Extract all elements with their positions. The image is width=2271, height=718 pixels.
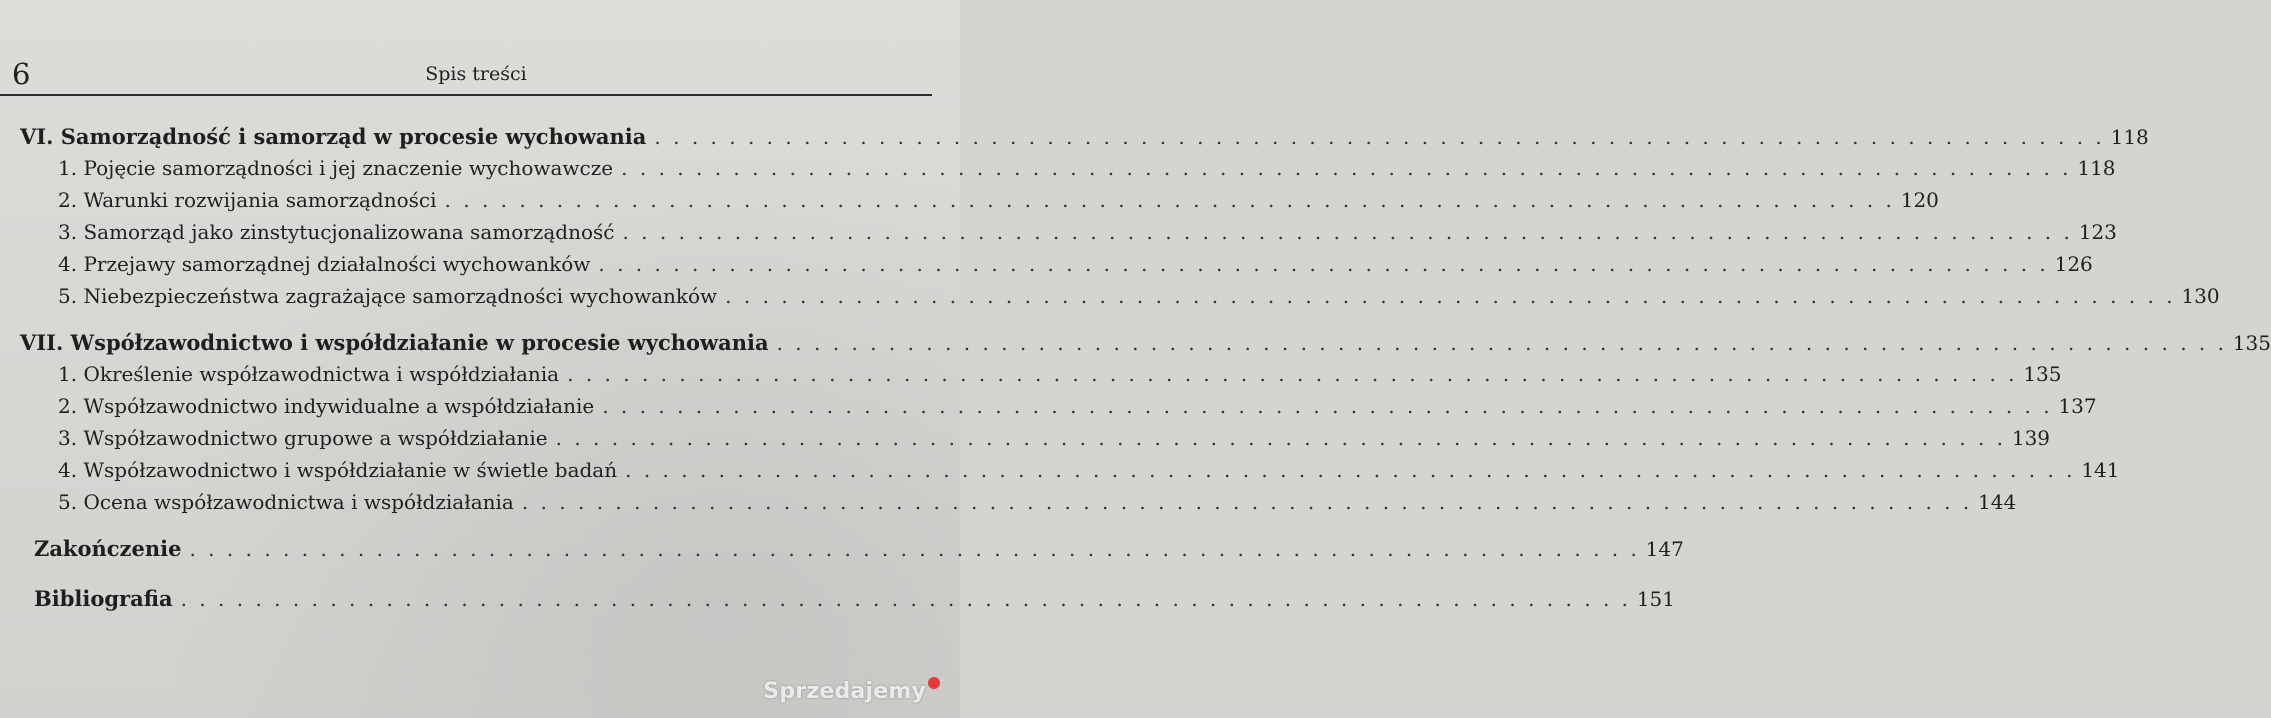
toc-entry-page: 147 — [1645, 537, 1684, 561]
toc-entry-page: 130 — [2181, 284, 2220, 308]
dot-leader: . . . . . . . . . . . . . . . . . . . . . . . . . . . . . . . . . . . . . . . . . . . . . . . . . . . . . . . . . . . . . . . . . . . . . . . . . . . . . . — [444, 188, 1895, 212]
toc-entry-label: 5. Ocena współzawodnictwa i współdziałania — [58, 490, 514, 514]
toc-entry-page: 135 — [2023, 362, 2062, 386]
toc-entry-page: 135 — [2232, 331, 2271, 355]
toc-entry-page: 118 — [2110, 125, 2149, 149]
toc-entry-label: 4. Przejawy samorządnej działalności wychowanków — [58, 252, 591, 276]
toc-entry-label: VII. Współzawodnictwo i współdziałanie w procesie wychowania — [20, 330, 769, 355]
watermark-logo — [763, 679, 940, 704]
toc-section-row — [58, 220, 2117, 250]
toc-entry-label: 3. Samorząd jako zinstytucjonalizowana samorządność — [58, 220, 615, 244]
toc-chapter-row — [34, 536, 1684, 566]
dot-leader: . . . . . . . . . . . . . . . . . . . . . . . . . . . . . . . . . . . . . . . . . . . . . . . . . . . . . . . . . . . . . . . . . . . . . . . . . . . . . . — [521, 490, 1973, 514]
toc-entry-page: 120 — [1900, 188, 1939, 212]
dot-leader: . . . . . . . . . . . . . . . . . . . . . . . . . . . . . . . . . . . . . . . . . . . . . . . . . . . . . . . . . . . . . . . . . . . . . . . . . . . . . . — [621, 156, 2072, 180]
toc-section-row — [58, 252, 2093, 282]
dot-leader: . . . . . . . . . . . . . . . . . . . . . . . . . . . . . . . . . . . . . . . . . . . . . . . . . . . . . . . . . . . . . . . . . . . . . . . . . . . . . . — [776, 331, 2227, 355]
toc-entry-label: Zakończenie — [34, 536, 182, 561]
dot-leader: . . . . . . . . . . . . . . . . . . . . . . . . . . . . . . . . . . . . . . . . . . . . . . . . . . . . . . . . . . . . . . . . . . . . . . . . . . . . . . — [180, 587, 1632, 611]
toc-entry-page: 139 — [2011, 426, 2051, 450]
dot-leader: . . . . . . . . . . . . . . . . . . . . . . . . . . . . . . . . . . . . . . . . . . . . . . . . . . . . . . . . . . . . . . . . . . . . . . . . . . . . . . — [189, 537, 1640, 561]
toc-section-row — [58, 394, 2097, 424]
toc-section-row — [58, 426, 2051, 456]
toc-section-row — [58, 188, 1939, 218]
toc-entry-label: 5. Niebezpieczeństwa zagrażające samorządności wychowanków — [58, 284, 718, 308]
toc-entry-page: 151 — [1636, 587, 1676, 611]
toc-entry-label: Bibliografia — [34, 586, 173, 611]
toc-entry-label: 1. Określenie współzawodnictwa i współdziałania — [58, 362, 560, 386]
toc-chapter-row — [34, 586, 1676, 616]
dot-leader: . . . . . . . . . . . . . . . . . . . . . . . . . . . . . . . . . . . . . . . . . . . . . . . . . . . . . . . . . . . . . . . . . . . . . . . . . . . . . . — [567, 362, 2018, 386]
dot-leader: . . . . . . . . . . . . . . . . . . . . . . . . . . . . . . . . . . . . . . . . . . . . . . . . . . . . . . . . . . . . . . . . . . . . . . . . . . . . . . — [602, 394, 2053, 418]
toc-entry-label: 1. Pojęcie samorządności i jej znaczenie wychowawcze — [58, 156, 614, 180]
dot-leader: . . . . . . . . . . . . . . . . . . . . . . . . . . . . . . . . . . . . . . . . . . . . . . . . . . . . . . . . . . . . . . . . . . . . . . . . . . . . . . — [622, 220, 2073, 244]
running-title: Spis treści — [425, 63, 527, 85]
toc-chapter-row — [20, 124, 2149, 154]
pl-badge-icon — [928, 677, 940, 689]
toc-section-row — [58, 156, 2116, 186]
toc-section-row — [58, 458, 2120, 488]
toc-entry-page: 126 — [2054, 252, 2093, 276]
toc-entry-page: 141 — [2081, 458, 2120, 482]
toc-entry-page: 137 — [2058, 394, 2097, 418]
dot-leader: . . . . . . . . . . . . . . . . . . . . . . . . . . . . . . . . . . . . . . . . . . . . . . . . . . . . . . . . . . . . . . . . . . . . . . . . . . . . . . — [555, 426, 2007, 450]
toc-section-row — [58, 362, 2062, 392]
dot-leader: . . . . . . . . . . . . . . . . . . . . . . . . . . . . . . . . . . . . . . . . . . . . . . . . . . . . . . . . . . . . . . . . . . . . . . . . . . . . . . — [654, 125, 2105, 149]
toc-entry-label: 2. Współzawodnictwo indywidualne a współdziałanie — [58, 394, 595, 418]
watermark-text: Sprzedajemy — [763, 679, 926, 704]
dot-leader: . . . . . . . . . . . . . . . . . . . . . . . . . . . . . . . . . . . . . . . . . . . . . . . . . . . . . . . . . . . . . . . . . . . . . . . . . . . . . . — [725, 284, 2176, 308]
toc-entry-page: 123 — [2078, 220, 2117, 244]
dot-leader: . . . . . . . . . . . . . . . . . . . . . . . . . . . . . . . . . . . . . . . . . . . . . . . . . . . . . . . . . . . . . . . . . . . . . . . . . . . . . . — [625, 458, 2076, 482]
toc-entry-page: 118 — [2077, 156, 2116, 180]
dot-leader: . . . . . . . . . . . . . . . . . . . . . . . . . . . . . . . . . . . . . . . . . . . . . . . . . . . . . . . . . . . . . . . . . . . . . . . . . . . . . . — [598, 252, 2049, 276]
toc-entry-label: 2. Warunki rozwijania samorządności — [58, 188, 437, 212]
toc-section-row — [58, 284, 2220, 314]
toc-section-row — [58, 490, 2017, 520]
toc-entry-label: 3. Współzawodnictwo grupowe a współdziałanie — [58, 426, 548, 450]
toc-entry-label: VI. Samorządność i samorząd w procesie wychowania — [20, 124, 647, 149]
page-number: 6 — [12, 57, 31, 91]
toc-chapter-row — [20, 330, 2271, 360]
toc-entry-label: 4. Współzawodnictwo i współdziałanie w świetle badań — [58, 458, 618, 482]
toc-entry-page: 144 — [1978, 490, 2017, 514]
